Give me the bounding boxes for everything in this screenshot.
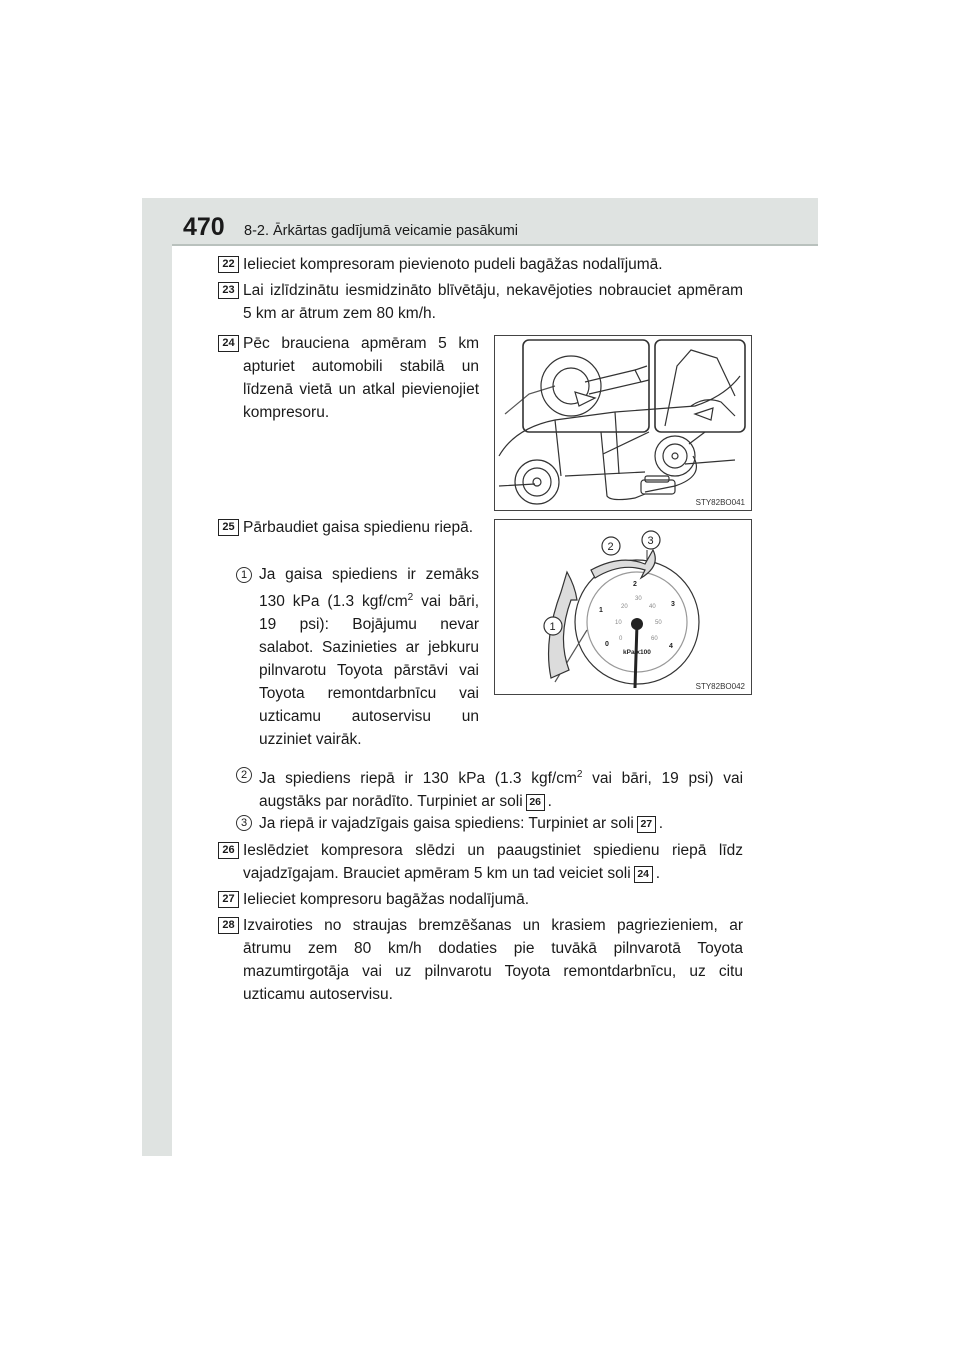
figure-1-caption: STY82BO041 [695, 498, 745, 507]
step-23-text: Lai izlīdzinātu iesmidzināto blīvētāju, nekavējoties nobrauciet apmēram 5 km ar ātrum zem 80 km/h. [243, 282, 743, 322]
sub-item-3-number: 3 [236, 815, 252, 831]
gauge-outer-label-0: 0 [605, 641, 609, 648]
sub-item-3-text: Ja riepā ir vajadzīgais gaisa spiediens: Turpiniet ar soli 27 . [259, 815, 664, 832]
sub-item-1-text: Ja gaisa spiediens ir zemāks 130 kPa (1.3 kgf/$cm^2$ vai bāri, 19 psi): Bojājumu nevar salabot. Sazinieties ar jebkuru pilnvarotu Toyota pārstāvi vai Toyota remontdarbnīcu vai uzticamu autoservisu un uzziniet vairāk. [259, 566, 479, 749]
ref-step-24: 24 [634, 866, 653, 883]
gauge-inner-label-50: 50 [655, 620, 662, 626]
side-margin-bar [142, 198, 172, 1156]
callout-3: 3 [647, 535, 654, 547]
gauge-inner-label-0: 0 [619, 636, 623, 642]
step-25-text: Pārbaudiet gaisa spiedienu riepā. [243, 519, 474, 536]
sub-item-2-number: 2 [236, 767, 252, 783]
step-24-text: Pēc brauciena apmēram 5 km apturiet automobili stabilā un līdzenā vietā un atkal pievienojiet kompresoru. [243, 335, 479, 421]
header-rule [172, 244, 818, 246]
step-27-text: Ielieciet kompresoru bagāžas nodalījumā. [243, 891, 530, 908]
ref-step-27: 27 [637, 816, 656, 833]
step-number-27: 27 [218, 891, 239, 908]
figure-compressor-connection [494, 335, 752, 511]
callout-1: 1 [549, 621, 556, 633]
figure-2-caption: STY82BO042 [695, 682, 745, 691]
gauge-inner-label-30: 30 [635, 596, 642, 602]
step-number-26: 26 [218, 842, 239, 859]
step-number-24: 24 [218, 335, 239, 352]
gauge-inner-label-60: 60 [651, 636, 658, 642]
callout-2: 2 [607, 541, 614, 553]
step-26-text: Ieslēdziet kompresora slēdzi un paaugstiniet spiedienu riepā līdz vajadzīgajam. Brauciet apmēram 5 km un tad veiciet soli 24 . [243, 842, 743, 882]
compressor-connection-illustration [495, 336, 751, 510]
sub-item-1-number: 1 [236, 567, 252, 583]
sub-item-2-text: Ja spiediens riepā ir 130 kPa (1.3 kgf/$cm^2$ vai bāri, 19 psi) vai augstāks par norādīto. Turpiniet ar soli 26 . [259, 769, 744, 811]
section-title: 8-2. Ārkārtas gadījumā veicamie pasākumi [244, 223, 519, 239]
step-number-28: 28 [218, 917, 239, 934]
page-number: 470 [183, 213, 225, 241]
step-number-22: 22 [218, 256, 239, 273]
step-22-text: Ielieciet kompresoram pievienoto pudeli bagāžas nodalījumā. [243, 256, 663, 273]
gauge-unit-label: kPa x100 [623, 649, 651, 656]
step-28-text: Izvairoties no straujas bremzēšanas un krasiem pagriezieniem, ar ātrumu zem 80 km/h dodaties pie tuvākā pilnvarotā Toyota mazumtirgotāja vai uz pilnvarotu Toyota remontdarbnīcu, uz citu uzticamu autoservisu. [243, 917, 743, 1003]
figure-pressure-gauge [494, 519, 752, 695]
gauge-outer-label-1: 1 [599, 607, 603, 614]
ref-step-26: 26 [526, 794, 545, 811]
step-number-25: 25 [218, 519, 239, 536]
gauge-inner-label-20: 20 [621, 604, 628, 610]
gauge-outer-label-3: 3 [671, 601, 675, 608]
gauge-inner-label-10: 10 [615, 620, 622, 626]
gauge-inner-label-40: 40 [649, 604, 656, 610]
gauge-outer-label-4: 4 [669, 643, 673, 650]
pressure-gauge-illustration [495, 520, 751, 694]
step-number-23: 23 [218, 282, 239, 299]
gauge-outer-label-2: 2 [633, 581, 637, 588]
